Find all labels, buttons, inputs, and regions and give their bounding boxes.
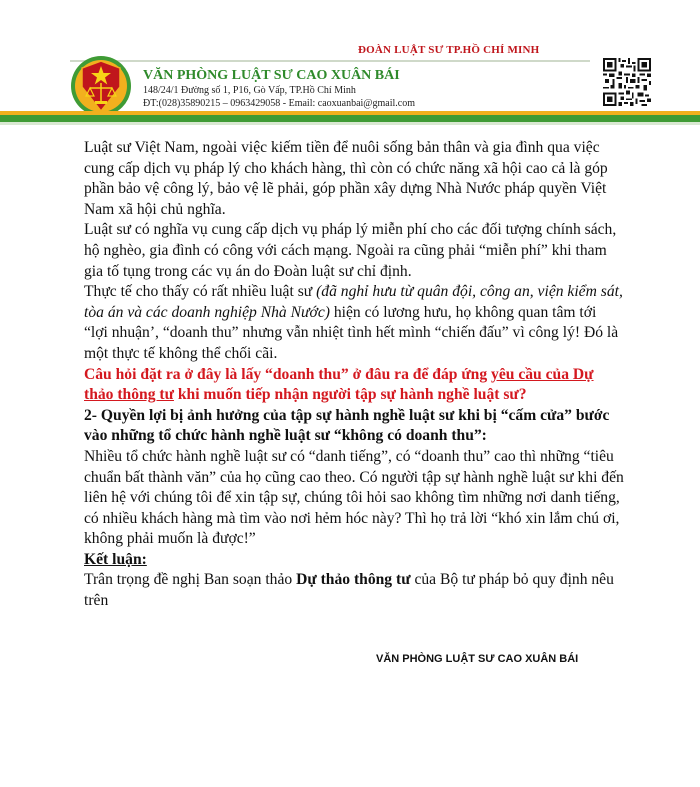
text-run: Trân trọng đề nghị Ban soạn thảo [84,571,297,589]
office-address: 148/24/1 Đường số 1, P16, Gò Vấp, TP.Hồ Chí Minh [143,85,356,96]
section-2-heading: 2- Quyền lợi bị ảnh hưởng của tập sự hành nghề luật sư khi bị “cấm cửa” bước vào những tổ chức hành nghề luật sư “không có doanh thu”: [84,406,610,445]
header-stripe-light [0,122,700,125]
office-contact: ĐT:(028)35890215 – 0963429058 - Email: caoxuanbai@gmail.com [143,98,415,109]
text-run: Câu hỏi đặt ra ở đây là lấy “doanh thu” ở đâu ra để đáp ứng [84,365,492,383]
header-stripe-green [0,115,700,122]
paragraph-lawyer-role: Luật sư Việt Nam, ngoài việc kiếm tiền để nuôi sống bản thân và gia đình qua việc cung cấp dịch vụ pháp lý cho khách hàng, thì còn có chức năng xã hội cao cả là góp phần bảo vệ công lý, bảo vệ lẽ phải, góp phần xây dựng Nhà Nước pháp quyền Việt Nam xã hội chủ nghĩa. [84,139,608,218]
letterhead-rule [70,60,590,62]
qr-code-icon [603,58,651,106]
signature-block: VĂN PHÒNG LUẬT SƯ CAO XUÂN BÁI [376,653,579,665]
bar-association-name: ĐOÀN LUẬT SƯ TP.HỒ CHÍ MINH [358,44,540,56]
italic-note: (đã nghỉ hưu từ quân đội, công an, viện kiểm sát, tòa án và các doanh nghiệp Nhà Nước) [84,283,623,321]
letterhead-background [0,0,700,42]
paragraph-retired-lawyers [84,282,624,364]
question-paragraph [84,365,624,406]
lawyer-badge-icon [70,55,132,117]
document-body [84,138,624,612]
text-run: của Bộ tư pháp bỏ quy định nêu trên [84,571,614,610]
underlined-reference: yêu cầu của Dự thảo thông tư [84,365,594,404]
conclusion-paragraph [84,570,624,611]
text-run: hiện có lương hưu, họ không quan tâm tới “lợi nhuận’, “doanh thu” nhưng vẫn nhiệt tình hết mình “chiến đấu” vì công lý! Đó là một thực tế không thể chối cãi. [84,303,619,362]
paragraph-reputable-firms: Nhiều tổ chức hành nghề luật sư có “danh tiếng”, có “doanh thu” cao thì những “tiêu chuẩn bất thành văn” của họ cũng cao theo. Có người tập sự hành nghề luật sư khi đến liên hệ với chúng tôi để xin tập sự, chúng tôi hỏi sao không tìm những nơi danh tiếng, có nhiều khách hàng mà tìm vào nơi hẻm hóc này? Thì họ trả lời “khó xin lắm chú ơi, không phải muốn là được!” [84,447,624,548]
office-name: VĂN PHÒNG LUẬT SƯ CAO XUÂN BÁI [143,68,400,83]
paragraph-free-services: Luật sư có nghĩa vụ cung cấp dịch vụ pháp lý miễn phí cho các đối tượng chính sách, hộ nghèo, gia đình có công với cách mạng. Ngoài ra cũng phải “miễn phí” khi tham gia tố tụng trong các vụ án do Đoàn luật sư chỉ định. [84,221,617,280]
conclusion-heading: Kết luận: [84,550,147,568]
bold-reference: Dự thảo thông tư [296,571,411,589]
letterhead [0,0,700,125]
text-run: Thực tế cho thấy có rất nhiều luật sư [84,283,317,301]
text-run: khi muốn tiếp nhận người tập sự hành nghề luật sư? [173,386,527,404]
